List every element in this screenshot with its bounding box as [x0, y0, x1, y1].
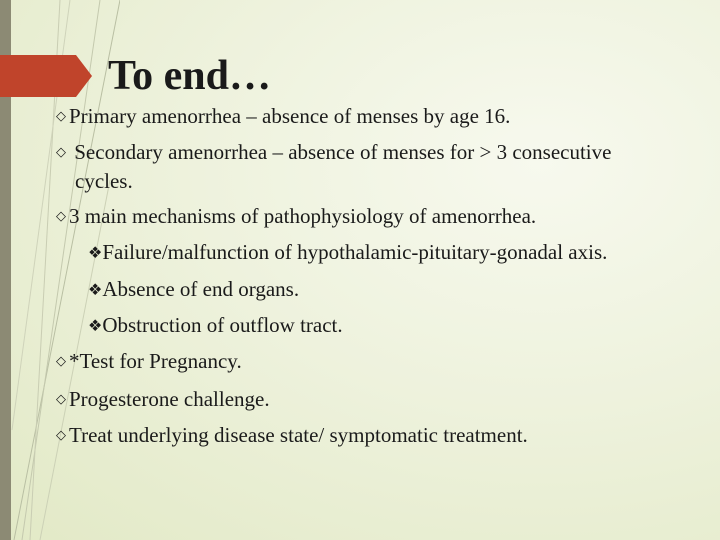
diamond-outline-icon: ◇ [56, 209, 66, 224]
diamond-outline-icon: ◇ [56, 428, 66, 443]
diamond-outline-icon: ◇ [56, 392, 66, 407]
bullet-text: Failure/malfunction of hypothalamic-pituitary-gonadal axis. [102, 240, 608, 264]
bullet-text: Treat underlying disease state/ symptomatic treatment. [69, 423, 528, 447]
bullet-secondary-amenorrhea [56, 139, 611, 166]
bullet-secondary-continuation: cycles. [75, 169, 133, 193]
slide-title: To end… [108, 53, 272, 99]
bullet-mechanisms [56, 203, 536, 230]
subbullet-end-organs [88, 276, 299, 303]
diamond-outline-icon: ◇ [56, 145, 66, 160]
diamond-outline-icon: ◇ [56, 354, 66, 369]
bullet-text: Absence of end organs. [102, 277, 300, 301]
four-diamond-icon: ❖ [88, 280, 103, 299]
four-diamond-icon: ❖ [88, 243, 103, 262]
bullet-treatment [56, 422, 528, 449]
bullet-text: Primary amenorrhea – absence of menses by age 16. [69, 104, 511, 128]
bullet-text: *Test for Pregnancy. [69, 349, 242, 373]
bullet-text: Secondary amenorrhea – absence of menses for > 3 consecutive [69, 140, 612, 164]
diamond-outline-icon: ◇ [56, 109, 66, 124]
bullet-progesterone [56, 386, 270, 413]
four-diamond-icon: ❖ [88, 316, 103, 335]
bullet-text: 3 main mechanisms of pathophysiology of amenorrhea. [69, 204, 537, 228]
bullet-pregnancy-test [56, 348, 242, 375]
subbullet-hpg-axis [88, 239, 607, 266]
bullet-text: Obstruction of outflow tract. [102, 313, 343, 337]
subbullet-outflow-tract [88, 312, 343, 339]
bullet-primary-amenorrhea [56, 103, 510, 130]
bullet-text: Progesterone challenge. [69, 387, 270, 411]
